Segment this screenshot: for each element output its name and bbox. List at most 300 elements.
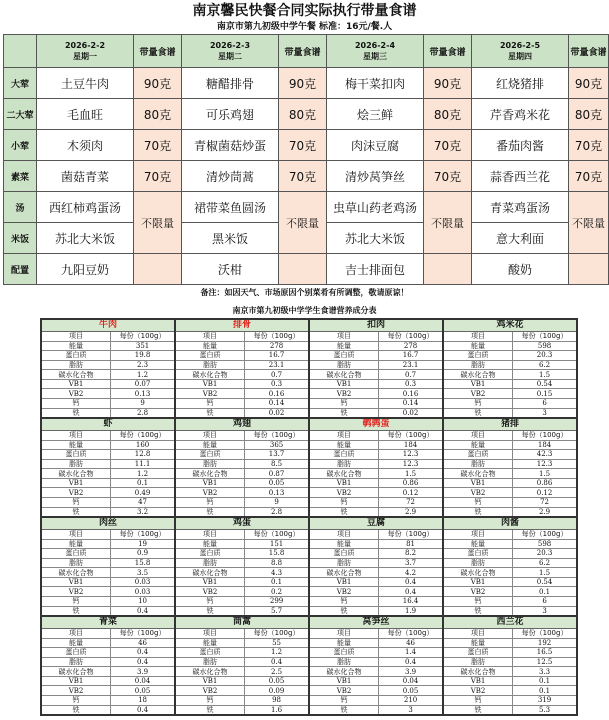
nutrient-name: 钙 — [176, 597, 245, 606]
nutrition-row — [176, 648, 308, 658]
nutrient-name: 碳水化合物 — [310, 667, 379, 676]
nutrient-value: 16.7 — [268, 351, 285, 360]
nutrient-name: 脂肪 — [310, 361, 379, 370]
qty-cell: 70克 — [134, 130, 182, 161]
nutrition-row — [310, 587, 442, 597]
nutrition-row — [176, 686, 308, 696]
col-per: 每份（100g） — [253, 431, 300, 440]
nutrient-name: VB2 — [444, 686, 513, 695]
nutrition-block — [309, 616, 443, 715]
nutrient-value: 1.2 — [136, 370, 149, 379]
dish-cell: 意大利面 — [472, 223, 569, 254]
nutrition-block — [443, 418, 577, 517]
nutrient-name: 脂肪 — [444, 559, 513, 568]
col-item: 项目 — [444, 530, 513, 539]
dish-cell: 青椒菌菇炒蛋 — [182, 130, 279, 161]
nutrient-name: 能量 — [310, 441, 379, 450]
nutrient-value: 192 — [537, 638, 552, 647]
nutrient-name: 碳水化合物 — [42, 568, 111, 577]
nutrition-header-row — [444, 431, 576, 441]
col-per: 每份（100g） — [387, 332, 434, 341]
nutrition-row — [42, 597, 174, 607]
day-header — [37, 35, 134, 68]
nutrient-name: VB2 — [42, 686, 111, 695]
nutrient-name: 能量 — [444, 441, 513, 450]
nutrition-block — [309, 418, 443, 517]
nutrient-value: 4.3 — [270, 568, 283, 577]
nutrition-row — [176, 409, 308, 418]
nutrient-name: 铁 — [444, 607, 513, 616]
nutrition-row — [310, 498, 442, 508]
qty-cell: 70克 — [424, 161, 472, 192]
nutrition-row — [444, 361, 576, 371]
nutrient-name: 碳水化合物 — [310, 469, 379, 478]
nutrition-row — [310, 441, 442, 451]
nutrition-header-row — [42, 530, 174, 540]
col-item: 项目 — [42, 530, 111, 539]
nutrient-value: 598 — [537, 341, 552, 350]
nutrition-block — [175, 517, 309, 616]
nutrient-name: 碳水化合物 — [310, 568, 379, 577]
nutrition-row — [176, 658, 308, 668]
nutrition-row — [42, 648, 174, 658]
nutrient-name: 能量 — [444, 540, 513, 549]
nutrient-value: 319 — [537, 696, 552, 705]
qty-cell: 90克 — [424, 68, 472, 99]
nutrition-row — [444, 658, 576, 668]
dish-cell: 吉士排面包 — [327, 254, 424, 285]
nutrition-row — [42, 450, 174, 460]
nutrient-name: 脂肪 — [42, 559, 111, 568]
nutrient-name: VB1 — [176, 677, 245, 686]
nutrition-row — [310, 540, 442, 550]
menu-table — [3, 34, 609, 285]
nutrient-value: 3.7 — [404, 558, 417, 567]
nutrition-row — [310, 361, 442, 371]
qty-cell: 70克 — [134, 161, 182, 192]
nutrient-name: 铁 — [176, 706, 245, 715]
nutrient-name: 铁 — [42, 508, 111, 517]
dish-cell: 肉沫豆腐 — [327, 130, 424, 161]
col-per: 每份（100g） — [521, 332, 568, 341]
nutrient-value: 0.07 — [134, 380, 151, 389]
nutrient-name: VB1 — [444, 677, 513, 686]
nutrient-name: 蛋白质 — [310, 648, 379, 657]
day-date: 2026-2-5 — [499, 41, 541, 50]
row-label: 汤 — [4, 192, 37, 223]
nutrient-value: 0.04 — [134, 677, 151, 686]
nutrition-row — [42, 607, 174, 616]
nutrient-name: VB2 — [310, 686, 379, 695]
nutrient-value: 9 — [140, 399, 145, 408]
nutrient-name: 碳水化合物 — [444, 667, 513, 676]
nutrient-value: 0.87 — [268, 469, 285, 478]
nutrient-name: 蛋白质 — [310, 351, 379, 360]
nutrient-value: 13.7 — [268, 450, 285, 459]
qty-cell: 80克 — [569, 99, 609, 130]
nutrient-name: 脂肪 — [444, 361, 513, 370]
nutrient-name: 碳水化合物 — [42, 469, 111, 478]
nutrition-row — [310, 658, 442, 668]
nutrient-value: 0.7 — [270, 370, 283, 379]
nutrient-value: 151 — [269, 539, 284, 548]
nutrition-row — [42, 380, 174, 390]
nutrient-value: 184 — [403, 440, 418, 449]
nutrient-name: 碳水化合物 — [176, 469, 245, 478]
nutrient-value: 3 — [408, 705, 413, 714]
nutrient-value: 4.2 — [404, 568, 417, 577]
nutrition-header-row — [444, 629, 576, 639]
dish-cell: 清炒莴笋丝 — [327, 161, 424, 192]
nutrient-value: 12.3 — [536, 459, 553, 468]
nutrient-value: 6 — [542, 597, 547, 606]
nutrient-value: 18 — [138, 696, 148, 705]
nutrient-name: 脂肪 — [310, 559, 379, 568]
nutrient-name: VB1 — [444, 578, 513, 587]
dish-cell: 土豆牛肉 — [37, 68, 134, 99]
nutrition-row — [444, 498, 576, 508]
nutrient-name: 钙 — [42, 597, 111, 606]
nutrient-name: 钙 — [444, 399, 513, 408]
nutrition-row — [42, 409, 174, 418]
nutrient-name: VB1 — [42, 380, 111, 389]
nutrient-value: 365 — [269, 440, 284, 449]
nutrition-row — [444, 389, 576, 399]
nutrition-header-row — [310, 629, 442, 639]
nutrient-name: 蛋白质 — [42, 351, 111, 360]
dish-cell: 梅干菜扣肉 — [327, 68, 424, 99]
nutrient-name: 能量 — [444, 639, 513, 648]
nutrition-row — [176, 469, 308, 479]
dish-cell: 菌菇青菜 — [37, 161, 134, 192]
qty-unlimited: 不限量 — [279, 192, 327, 254]
nutrient-value: 16.5 — [536, 648, 553, 657]
nutrient-value: 0.14 — [268, 399, 285, 408]
nutrition-row — [42, 460, 174, 470]
nutrient-name: 蛋白质 — [176, 351, 245, 360]
nutrition-row — [176, 677, 308, 687]
nutrition-block — [443, 616, 577, 715]
food-name: 鸡蛋 — [176, 518, 308, 530]
nutrient-value: 2.3 — [136, 360, 149, 369]
dish-cell: 蒜香西兰花 — [472, 161, 569, 192]
day-date: 2026-2-2 — [64, 41, 106, 50]
nutrition-row — [444, 380, 576, 390]
nutrient-name: VB1 — [310, 677, 379, 686]
nutrient-name: 碳水化合物 — [176, 370, 245, 379]
col-item: 项目 — [176, 431, 245, 440]
dish-cell: 西红柿鸡蛋汤 — [37, 192, 134, 223]
qty-cell: 80克 — [134, 99, 182, 130]
dish-cell: 毛血旺 — [37, 99, 134, 130]
nutrient-name: 铁 — [310, 508, 379, 517]
qty-cell: 90克 — [569, 68, 609, 99]
qty-header: 带量食谱 — [134, 35, 182, 68]
nutrition-header-row — [444, 530, 576, 540]
qty-cell: 90克 — [279, 68, 327, 99]
nutrient-value: 0.4 — [136, 705, 149, 714]
nutrient-name: VB1 — [176, 380, 245, 389]
nutrition-row — [42, 389, 174, 399]
nutrient-value: 0.1 — [538, 686, 551, 695]
nutrient-value: 0.1 — [538, 587, 551, 596]
nutrient-name: 铁 — [310, 706, 379, 715]
qty-blank — [424, 254, 472, 285]
nutrient-name: 碳水化合物 — [42, 370, 111, 379]
nutrition-row — [444, 488, 576, 498]
nutrient-value: 278 — [269, 341, 284, 350]
nutrient-value: 0.05 — [268, 479, 285, 488]
nutrient-value: 42.3 — [536, 450, 553, 459]
nutrient-value: 0.4 — [404, 587, 417, 596]
nutrition-row — [176, 389, 308, 399]
nutrient-name: 钙 — [42, 696, 111, 705]
qty-unlimited: 不限量 — [134, 192, 182, 254]
nutrition-row — [176, 399, 308, 409]
food-name: 猪排 — [444, 419, 576, 431]
nutrition-row — [42, 361, 174, 371]
nutrition-row — [42, 342, 174, 352]
nutrient-name: 钙 — [176, 498, 245, 507]
col-per: 每份（100g） — [119, 629, 166, 638]
nutrient-value: 0.02 — [268, 408, 285, 417]
nutrient-name: VB1 — [42, 479, 111, 488]
dish-cell: 木须肉 — [37, 130, 134, 161]
food-name: 莴笋丝 — [310, 617, 442, 629]
nutrient-value: 598 — [537, 539, 552, 548]
col-per: 每份（100g） — [119, 530, 166, 539]
nutrition-row — [444, 460, 576, 470]
nutrient-name: VB1 — [310, 479, 379, 488]
nutrition-block — [175, 319, 309, 418]
nutrition-header-row — [310, 530, 442, 540]
nutrient-name: VB2 — [310, 488, 379, 497]
nutrition-row — [176, 370, 308, 380]
day-date: 2026-2-4 — [354, 41, 396, 50]
nutrient-name: 能量 — [42, 342, 111, 351]
nutrition-row — [42, 351, 174, 361]
nutrient-name: 钙 — [444, 498, 513, 507]
nutrient-value: 2.8 — [136, 408, 149, 417]
nutrient-name: VB2 — [176, 686, 245, 695]
nutrient-name: 碳水化合物 — [176, 568, 245, 577]
nutrition-block — [41, 616, 175, 715]
nutrition-row — [444, 696, 576, 706]
nutrient-value: 0.54 — [536, 380, 553, 389]
nutrient-name: 铁 — [444, 409, 513, 418]
nutrient-name: 碳水化合物 — [444, 370, 513, 379]
nutrition-row — [176, 460, 308, 470]
nutrition-row — [176, 498, 308, 508]
nutrient-name: 能量 — [42, 639, 111, 648]
nutrient-name: VB2 — [310, 587, 379, 596]
nutrition-header-row — [444, 332, 576, 342]
nutrition-row — [310, 568, 442, 578]
col-item: 项目 — [444, 431, 513, 440]
nutrition-block — [309, 319, 443, 418]
nutrition-row — [42, 686, 174, 696]
nutrient-value: 210 — [403, 696, 418, 705]
nutrition-row — [42, 578, 174, 588]
nutrition-row — [310, 696, 442, 706]
day-weekday: 星期四 — [508, 52, 532, 61]
nutrient-value: 2.9 — [538, 507, 551, 516]
nutrient-name: 钙 — [42, 399, 111, 408]
nutrition-row — [444, 450, 576, 460]
nutrient-name: 蛋白质 — [310, 450, 379, 459]
dish-cell: 黑米饭 — [182, 223, 279, 254]
nutrient-name: 脂肪 — [42, 361, 111, 370]
food-name: 排骨 — [176, 320, 308, 332]
dish-cell: 沃柑 — [182, 254, 279, 285]
dish-cell: 红烧猪排 — [472, 68, 569, 99]
nutrition-block — [443, 517, 577, 616]
nutrition-row — [310, 460, 442, 470]
food-name: 虾 — [42, 419, 174, 431]
nutrition-title: 南京市第九初级中学学生食谱营养成分表 — [232, 306, 377, 315]
nutrition-row — [42, 441, 174, 451]
day-weekday: 星期一 — [73, 52, 97, 61]
nutrient-name: VB2 — [42, 389, 111, 398]
nutrition-row — [444, 479, 576, 489]
nutrition-header-row — [42, 629, 174, 639]
nutrition-row — [310, 677, 442, 687]
nutrient-value: 3 — [542, 408, 547, 417]
nutrient-value: 98 — [272, 696, 282, 705]
nutrient-value: 15.8 — [134, 558, 151, 567]
nutrient-name: 能量 — [310, 342, 379, 351]
nutrition-row — [310, 559, 442, 569]
nutrient-name: 铁 — [176, 409, 245, 418]
dish-cell: 番茄肉酱 — [472, 130, 569, 161]
nutrient-name: 脂肪 — [42, 460, 111, 469]
col-per: 每份（100g） — [119, 332, 166, 341]
nutrition-row — [310, 607, 442, 616]
nutrition-row — [310, 488, 442, 498]
food-name: 鸡米花 — [444, 320, 576, 332]
nutrient-name: 钙 — [444, 696, 513, 705]
food-name: 青菜 — [42, 617, 174, 629]
nutrition-header-row — [42, 431, 174, 441]
nutrition-header-row — [310, 431, 442, 441]
col-item: 项目 — [444, 332, 513, 341]
nutrition-row — [176, 597, 308, 607]
nutrition-row — [444, 648, 576, 658]
nutrition-row — [176, 342, 308, 352]
nutrient-value: 0.13 — [268, 488, 285, 497]
food-name: 扣肉 — [310, 320, 442, 332]
nutrition-row — [42, 706, 174, 715]
nutrition-row — [176, 706, 308, 715]
col-item: 项目 — [42, 629, 111, 638]
nutrient-value: 0.03 — [134, 578, 151, 587]
nutrient-name: 能量 — [42, 441, 111, 450]
nutrient-value: 0.13 — [134, 389, 151, 398]
nutrition-row — [444, 399, 576, 409]
qty-unlimited: 不限量 — [569, 192, 609, 254]
dish-cell: 青菜鸡蛋汤 — [472, 192, 569, 223]
nutrition-row — [310, 370, 442, 380]
nutrition-row — [176, 568, 308, 578]
nutrition-row — [42, 549, 174, 559]
nutrient-value: 0.2 — [270, 587, 283, 596]
col-item: 项目 — [42, 431, 111, 440]
nutrition-row — [310, 597, 442, 607]
col-per: 每份（100g） — [387, 431, 434, 440]
dish-cell: 九阳豆奶 — [37, 254, 134, 285]
nutrition-block — [175, 418, 309, 517]
nutrition-row — [310, 648, 442, 658]
page-title: 南京馨民快餐合同实际执行带量食谱 — [192, 3, 417, 19]
qty-cell: 80克 — [279, 99, 327, 130]
nutrient-value: 47 — [138, 498, 148, 507]
nutrient-value: 8.2 — [404, 549, 417, 558]
nutrient-name: 蛋白质 — [176, 648, 245, 657]
nutrition-header-row — [176, 629, 308, 639]
nutrition-block — [443, 319, 577, 418]
nutrition-header-row — [176, 530, 308, 540]
nutrient-value: 16.4 — [402, 597, 419, 606]
qty-cell: 70克 — [569, 130, 609, 161]
row-label: 小荤 — [4, 130, 37, 161]
nutrition-row — [176, 639, 308, 649]
nutrient-value: 0.15 — [536, 389, 553, 398]
nutrient-value: 12.3 — [402, 459, 419, 468]
dish-cell: 苏北大米饭 — [37, 223, 134, 254]
nutrient-value: 0.04 — [402, 677, 419, 686]
nutrient-name: VB1 — [42, 677, 111, 686]
food-name: 牛肉 — [42, 320, 174, 332]
nutrition-row — [176, 380, 308, 390]
nutrient-value: 20.3 — [536, 549, 553, 558]
nutrition-block — [41, 319, 175, 418]
nutrient-value: 0.3 — [404, 380, 417, 389]
nutrient-value: 0.05 — [268, 677, 285, 686]
col-item: 项目 — [310, 530, 379, 539]
nutrient-name: 钙 — [444, 597, 513, 606]
nutrient-name: 能量 — [310, 540, 379, 549]
nutrient-value: 0.1 — [136, 479, 149, 488]
nutrition-row — [444, 568, 576, 578]
col-per: 每份（100g） — [253, 332, 300, 341]
nutrient-value: 3.9 — [136, 667, 149, 676]
dish-cell: 可乐鸡翅 — [182, 99, 279, 130]
nutrition-row — [310, 389, 442, 399]
col-per: 每份（100g） — [521, 530, 568, 539]
nutrition-row — [42, 696, 174, 706]
nutrition-row — [42, 677, 174, 687]
nutrient-value: 1.2 — [270, 648, 283, 657]
day-header — [472, 35, 569, 68]
nutrient-name: 蛋白质 — [42, 450, 111, 459]
nutrition-row — [42, 469, 174, 479]
nutrition-row — [310, 667, 442, 677]
nutrient-name: VB1 — [42, 578, 111, 587]
nutrient-value: 0.3 — [270, 380, 283, 389]
row-label: 素菜 — [4, 161, 37, 192]
nutrient-name: 铁 — [176, 607, 245, 616]
col-item: 项目 — [310, 431, 379, 440]
nutrition-row — [42, 639, 174, 649]
nutrient-value: 299 — [269, 597, 284, 606]
nutrient-value: 0.54 — [536, 578, 553, 587]
col-item: 项目 — [176, 332, 245, 341]
nutrient-name: 脂肪 — [42, 658, 111, 667]
nutrition-row — [444, 578, 576, 588]
nutrient-value: 0.16 — [402, 389, 419, 398]
dish-cell: 苏北大米饭 — [327, 223, 424, 254]
nutrient-name: VB1 — [176, 578, 245, 587]
